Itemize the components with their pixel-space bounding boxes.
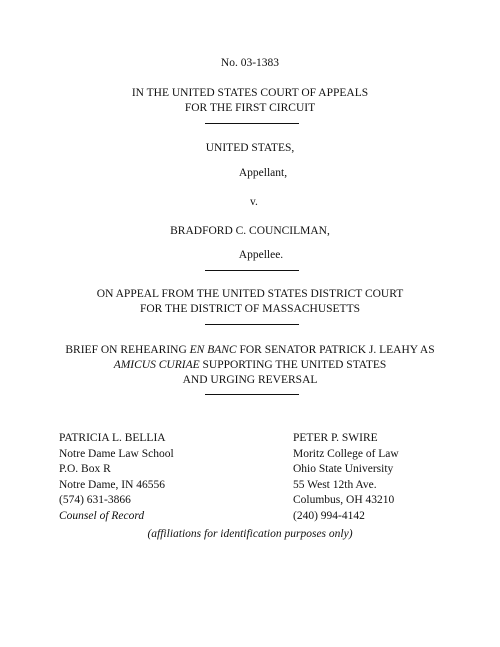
versus: v. xyxy=(250,196,258,208)
affiliation-note: (affiliations for identification purposes only) xyxy=(147,528,353,540)
counsel-left-block xyxy=(59,431,174,525)
appeal-line-1: ON APPEAL FROM THE UNITED STATES DISTRICT COURT xyxy=(96,288,404,300)
appellant-role: Appellant, xyxy=(238,167,288,179)
counsel-street: 55 West 12th Ave. xyxy=(293,478,377,491)
brief-title-line-1: BRIEF ON REHEARING EN BANC FOR SENATOR PATRICK J. LEAHY AS xyxy=(65,344,435,356)
appellee-name: BRADFORD C. COUNCILMAN, xyxy=(170,225,330,237)
counsel-right-block xyxy=(293,431,399,525)
counsel-phone: (574) 631-3866 xyxy=(59,494,131,507)
counsel-university: Ohio State University xyxy=(293,463,394,476)
counsel-box: P.O. Box R xyxy=(59,463,111,476)
docket-number: No. 03-1383 xyxy=(220,57,280,69)
counsel-name: PETER P. SWIRE xyxy=(293,432,378,444)
court-name-line-1: IN THE UNITED STATES COURT OF APPEALS xyxy=(131,87,369,99)
counsel-name: PATRICIA L. BELLIA xyxy=(59,432,166,444)
brief-title-line-2: AMICUS CURIAE SUPPORTING THE UNITED STATES xyxy=(113,359,387,371)
counsel-city: Notre Dame, IN 46556 xyxy=(59,478,166,491)
court-name-line-2: FOR THE FIRST CIRCUIT xyxy=(184,102,316,114)
appellant-name: UNITED STATES, xyxy=(205,142,295,154)
divider xyxy=(205,123,299,124)
appeal-line-2: FOR THE DISTRICT OF MASSACHUSETTS xyxy=(139,303,361,315)
counsel-phone: (240) 994-4142 xyxy=(293,509,365,522)
brief-title-line-3: AND URGING REVERSAL xyxy=(182,374,318,386)
appellee-role: Appellee. xyxy=(238,249,284,261)
divider xyxy=(205,324,299,325)
counsel-city: Columbus, OH 43210 xyxy=(293,494,395,507)
divider xyxy=(205,394,299,395)
divider xyxy=(205,270,299,271)
counsel-school: Moritz College of Law xyxy=(293,447,399,460)
counsel-role: Counsel of Record xyxy=(59,509,145,522)
counsel-school: Notre Dame Law School xyxy=(59,447,174,460)
